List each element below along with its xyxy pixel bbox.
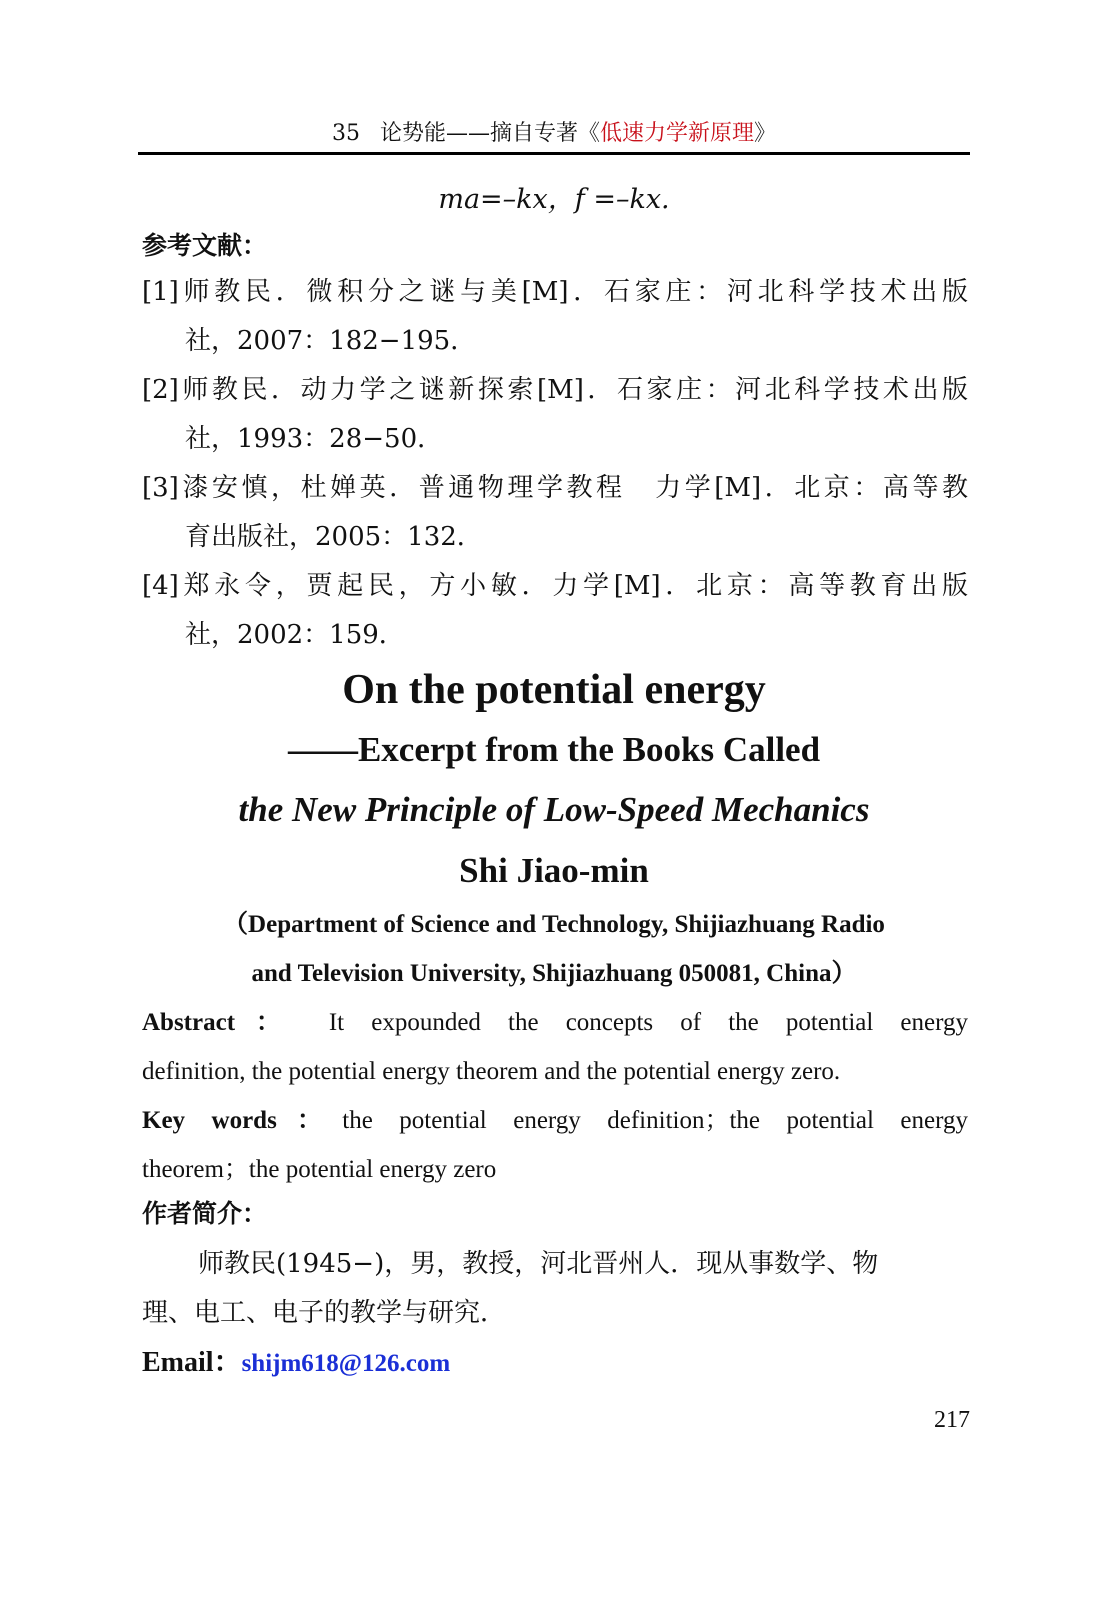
author-bio-heading	[142, 1196, 267, 1232]
chapter-number: 35	[331, 121, 360, 146]
english-book-title: the New Principle of Low-Speed Mechanics	[238, 790, 870, 829]
author-bio-colon: ：	[242, 1199, 268, 1228]
abstract-line2: definition, the potential energy theorem and the potential energy zero.	[142, 1058, 841, 1085]
email-label: Email：	[142, 1347, 242, 1378]
references-heading	[142, 228, 267, 264]
author-bio-line1: 师教民(1945−)，男，教授，河北晋州人．现从事数学、物	[198, 1249, 879, 1279]
reference-2-line1: [2]师教民．动力学之谜新探索[M]．石家庄：河北科学技术出版	[142, 375, 968, 405]
english-subtitle: ——Excerpt from the Books Called	[287, 730, 821, 769]
reference-1-line2: 社，2007：182−195．	[185, 326, 477, 356]
close-quote: 》	[754, 121, 777, 146]
formula: ma=–kx，f =–kx.	[438, 184, 670, 215]
references-title: 参考文献	[142, 231, 243, 260]
reference-2-line2: 社，1993：28−50．	[185, 424, 444, 454]
references-colon: ：	[242, 231, 268, 260]
keywords-label: Key words：	[142, 1107, 343, 1134]
page-number: 217	[934, 1407, 970, 1433]
reference-3-line1: [3]漆安慎，杜婵英．普通物理学教程 力学[M]．北京：高等教	[142, 473, 968, 503]
abstract-label: Abstract：	[142, 1009, 302, 1036]
book-title-red: 低速力学新原理	[599, 121, 754, 146]
affiliation-line1: （Department of Science and Technology, Shijiazhuang Radio	[223, 911, 885, 938]
affiliation-line2: and Television University, Shijiazhuang 050081, China）	[251, 960, 857, 987]
chapter-title: 论势能——摘自专著《	[379, 121, 600, 146]
reference-4-line2: 社，2002：159．	[185, 620, 405, 650]
keywords-line1	[142, 1096, 968, 1145]
reference-4-line1: [4]郑永令，贾起民，方小敏．力学[M]．北京：高等教育出版	[142, 571, 968, 601]
keywords-line2: theorem；the potential energy zero	[142, 1156, 497, 1183]
keywords-text-1: the potential energy definition；the potential energy	[342, 1107, 968, 1134]
reference-1-line1: [1]师教民．微积分之谜与美[M]．石家庄：河北科学技术出版	[142, 277, 968, 307]
email-line	[142, 1343, 450, 1384]
reference-3-line2: 育出版社，2005：132．	[185, 522, 483, 552]
english-title: On the potential energy	[342, 667, 766, 713]
running-header	[138, 116, 970, 155]
author-bio-line2: 理、电工、电子的教学与研究．	[142, 1298, 507, 1328]
abstract-line1	[142, 998, 968, 1047]
email-address[interactable]: shijm618@126.com	[241, 1350, 451, 1377]
abstract-text-1: It expounded the concepts of the potential energy	[328, 1009, 968, 1036]
author-bio-title: 作者简介	[142, 1199, 243, 1228]
english-author: Shi Jiao-min	[459, 851, 649, 890]
